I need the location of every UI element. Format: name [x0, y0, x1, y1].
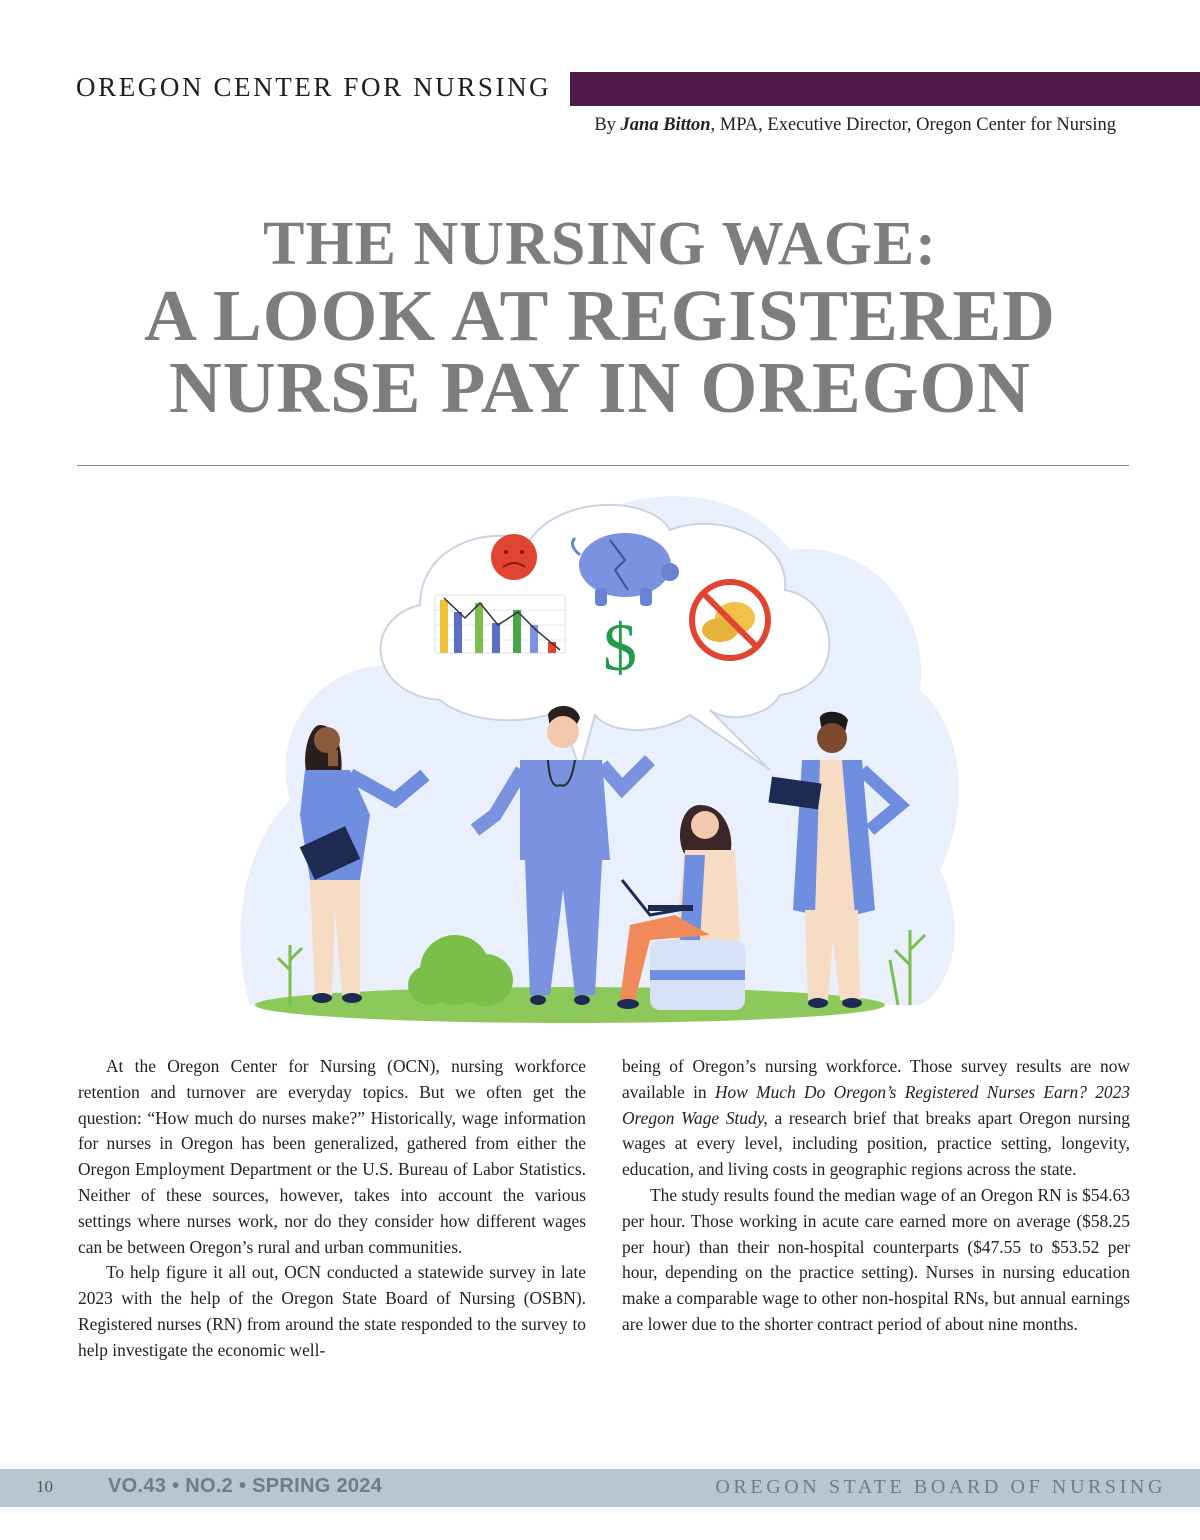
- byline-author: Jana Bitton: [620, 115, 711, 135]
- byline: [594, 115, 1116, 136]
- sad-face-icon: [491, 534, 537, 580]
- title-line-3: NURSE PAY IN OREGON: [169, 347, 1031, 428]
- article-column-left: [78, 1054, 586, 1364]
- article-column-right: [622, 1054, 1130, 1338]
- title-divider: [77, 465, 1129, 466]
- footer-bar: [0, 1469, 1200, 1507]
- title-line-2: A LOOK AT REGISTERED: [144, 275, 1056, 356]
- bar-chart-icon: [435, 595, 565, 653]
- study-title: How Much Do Oregon’s Registered Nurses Earn? 2023 Oregon Wage Study,: [622, 1081, 1130, 1128]
- paragraph-1: At the Oregon Center for Nursing (OCN), nursing workforce retention and turnover are everyday topics. But we often get the question: “How much do nurses make?” Historically, wage information for nurses in Oregon has been generalized, gathered from either the Oregon Employment Department or the U.S. Bureau of Labor Statistics. Neither of these sources, however, takes into account the various settings where nurses work, nor do they consider how different wages can be between Oregon’s rural and urban communities.: [78, 1056, 586, 1257]
- issue-info: VO.43 • NO.2 • SPRING 2024: [108, 1475, 383, 1497]
- no-coins-icon: [692, 582, 768, 658]
- paragraph-3: [622, 1054, 1130, 1183]
- title-line-1: THE NURSING WAGE:: [263, 210, 937, 278]
- page-number: 10: [36, 1477, 53, 1496]
- paragraph-3-end: a research brief that breaks apart Oregon nursing wages at every level, including position, practice setting, longevity, education, and living costs in geographic regions across the state.: [622, 1107, 1130, 1180]
- dollar-sign-icon: $: [603, 609, 637, 685]
- paragraph-4: The study results found the median wage of an Oregon RN is $54.63 per hour. Those working in acute care earned more on average ($58.25 per hour) than their non-hospital counterparts ($47.55 to $53.52 per hour, depending on the practice setting). Nurses in nursing education make a comparable wage to other non-hospital RNs, but annual earnings are lower due to the shorter contract period of about nine months.: [622, 1184, 1130, 1334]
- article-title: [0, 208, 1200, 428]
- organization-name: OREGON CENTER FOR NURSING: [76, 72, 552, 102]
- paragraph-2: To help figure it all out, OCN conducted a statewide survey in late 2023 with the help of the Oregon State Board of Nursing (OSBN). Registered nurses (RN) from around the state responded to the survey to help investigate the economic well-: [78, 1262, 586, 1360]
- byline-prefix: By: [594, 115, 621, 135]
- nurses-discussing-wages-illustration: [230, 470, 970, 1040]
- paragraph-3-start: being of Oregon’s nursing workforce. Those survey results are now available in: [622, 1056, 1130, 1102]
- publication-name: OREGON STATE BOARD OF NURSING: [715, 1476, 1166, 1498]
- byline-suffix: , MPA, Executive Director, Oregon Center for Nursing: [710, 115, 1116, 135]
- header-color-bar: [570, 72, 1200, 106]
